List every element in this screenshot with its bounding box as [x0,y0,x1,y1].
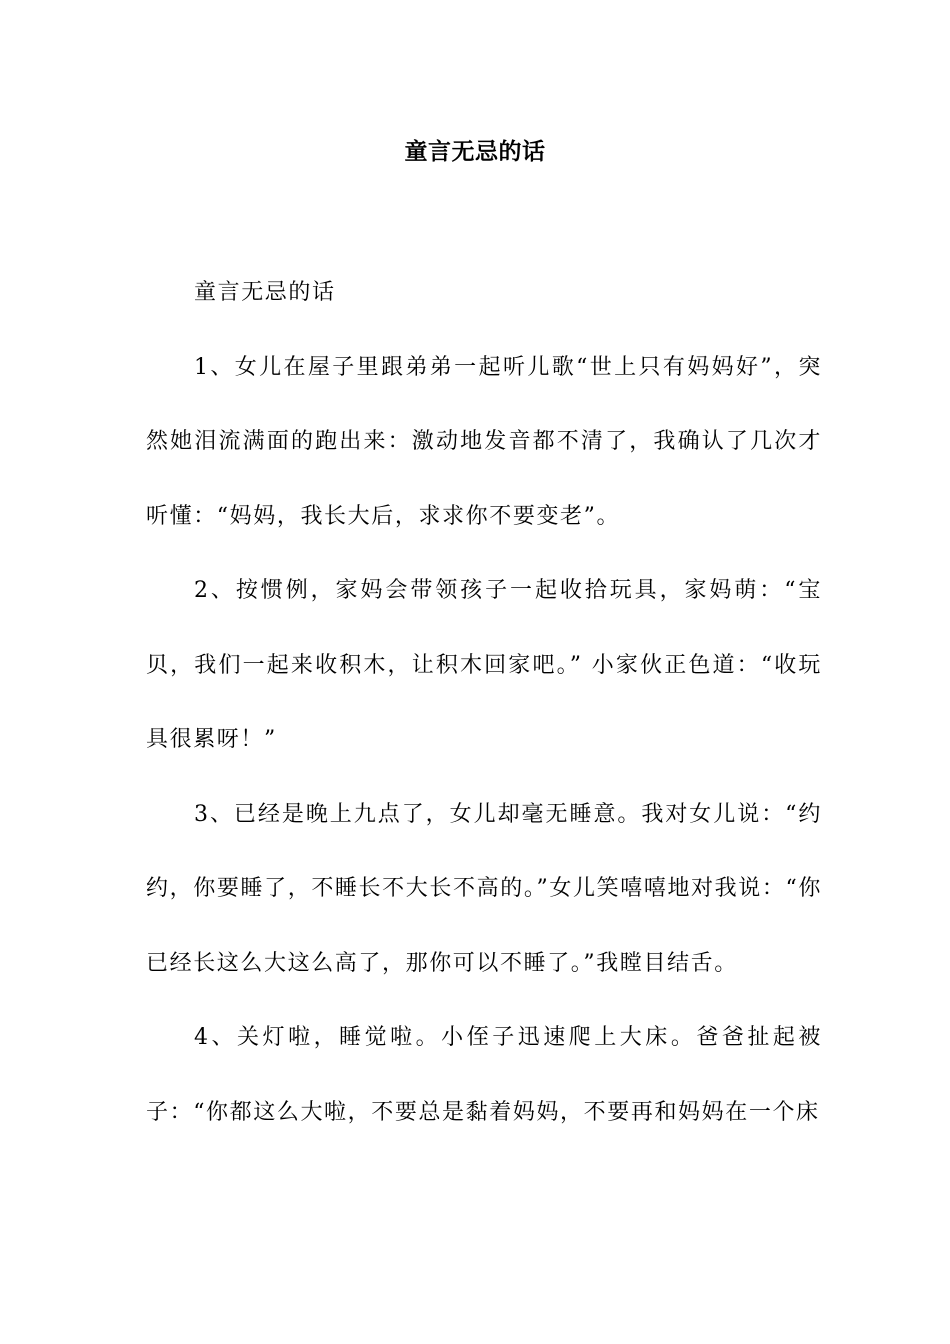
document-body [146,256,822,1150]
paragraph-4: 4、关灯啦，睡觉啦。小侄子迅速爬上大床。爸爸扯起被子：“你都这么大啦，不要总是黏着妈妈，不要再和妈妈在一个床 [146,1025,822,1125]
paragraph-1: 1、女儿在屋子里跟弟弟一起听儿歌“世上只有妈妈好”，突然她泪流满面的跑出来：激动地发音都不清了，我确认了几次才听懂：“妈妈，我长大后，求求你不要变老”。 [146,354,822,529]
document-title: 童言无忌的话 [404,138,546,165]
paragraph-3: 3、已经是晚上九点了，女儿却毫无睡意。我对女儿说：“约约，你要睡了，不睡长不大长不高的。”女儿笑嘻嘻地对我说：“你已经长这么大这么高了，那你可以不睡了。”我瞠目结舌。 [146,801,822,976]
paragraph-2: 2、按惯例，家妈会带领孩子一起收拾玩具，家妈萌：“宝贝，我们一起来收积木，让积木回家吧。” 小家伙正色道：“收玩具很累呀！” [146,578,822,752]
paragraph-heading: 童言无忌的话 [194,280,336,305]
